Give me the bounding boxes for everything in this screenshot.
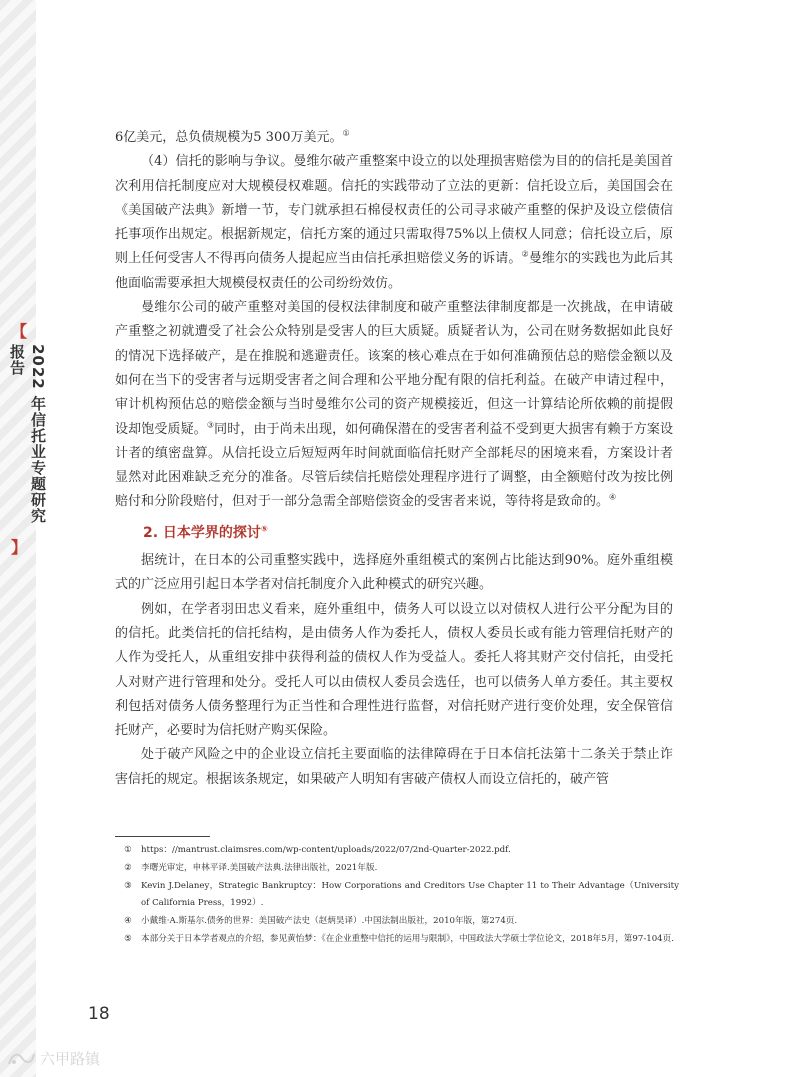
footnote-text: 本部分关于日本学者观点的介绍，参见黄怡梦：《在企业重整中信托的运用与限制》，中国政法大学硕士学位论文，2018年5月，第97-104页. xyxy=(141,934,674,944)
footnotes xyxy=(115,842,679,949)
main-text xyxy=(115,126,673,792)
side-tab-open-bracket: 【 xyxy=(10,322,27,341)
footnote-ref[interactable]: ③ xyxy=(206,420,215,430)
footnote-divider xyxy=(115,836,210,837)
footnote-ref[interactable]: ⑤ xyxy=(260,524,268,534)
footnote-marker: ① xyxy=(124,845,132,855)
side-tab-title: 2022 年信托业专题研究报告 xyxy=(8,344,47,524)
side-tab-close-bracket: 】 xyxy=(10,538,27,557)
footnote-text: https：//mantrust.claimsres.com/wp-content/uploads/2022/07/2nd-Quarter-2022.pdf. xyxy=(141,845,511,855)
footnote-item xyxy=(115,860,679,877)
footnote-item xyxy=(115,842,679,859)
footnote-ref[interactable]: ② xyxy=(521,250,529,260)
side-chapter-tab xyxy=(7,322,47,557)
paragraph: 6亿美元，总负债规模为5 300万美元。① xyxy=(115,128,350,145)
watermark-logo-icon xyxy=(6,1050,36,1068)
footnote-marker: ④ xyxy=(124,916,132,926)
footnote-marker: ② xyxy=(124,863,132,873)
page-number: 18 xyxy=(88,1004,110,1024)
footnote-text: 李曙光审定，申林平译.美国破产法典.法律出版社，2021年版. xyxy=(141,863,378,873)
footnote-item xyxy=(115,931,679,948)
watermark-text: 六甲路镇 xyxy=(40,1050,101,1068)
section-heading: 2. 日本学界的探讨⑤ xyxy=(143,524,268,541)
paragraph: 例如，在学者羽田忠义看来，庭外重组中，债务人可以设立以对债权人进行公平分配为目的的信托。此类信托的信托结构，是由债务人作为委托人，债权人委员长或有能力管理信托财产的人作为受托人，从重组安排中获得利益的债权人作为受益人。委托人将其财产交付信托，由受托人对财产进行管理和处分。受托人可以由债权人委员会选任，也可以债务人单方委任。其主要权利包括对债务人债务整理行为正当性和合理性进行监督，对信托财产进行变价处理，安全保管信托财产，必要时为信托财产购买保险。 xyxy=(115,601,673,739)
paragraph: （4）信托的影响与争议。曼维尔破产重整案中设立的以处理损害赔偿为目的的信托是美国首次利用信托制度应对大规模侵权难题。信托的实践带动了立法的更新：信托设立后，美国国会在《美国破产法典》新增一节，专门就承担石棉侵权责任的公司寻求破产重整的保护及设立偿债信托事项作出规定。根据新规定，信托方案的通过只需取得75%以上债权人同意；信托设立后，原则上任何受害人不得再向债务人提起应当由信托承担赔偿义务的诉请。②曼维尔的实践也为此后其他面临需要承担大规模侵权责任的公司纷纷效仿。 xyxy=(115,154,673,291)
footnote-ref[interactable]: ④ xyxy=(609,493,617,503)
footnote-marker: ⑤ xyxy=(124,934,132,944)
paragraph: 据统计，在日本的公司重整实践中，选择庭外重组模式的案例占比能达到90%。庭外重组模式的广泛应用引起日本学者对信托制度介入此种模式的研究兴趣。 xyxy=(115,553,673,593)
footnote-item xyxy=(115,913,679,930)
footnote-ref[interactable]: ① xyxy=(342,128,350,138)
watermark xyxy=(6,1048,100,1069)
footnote-marker: ③ xyxy=(124,881,132,891)
footnote-item xyxy=(115,878,679,912)
paragraph: 曼维尔公司的破产重整对美国的侵权法律制度和破产重整法律制度都是一次挑战，在申请破产重整之初就遭受了社会公众特别是受害人的巨大质疑。质疑者认为，公司在财务数据如此良好的情况下选择破产，是在推脱和逃避责任。该案的核心难点在于如何准确预估总的赔偿金额以及如何在当下的受害者与远期受害者之间合理和公平地分配有限的信托利益。在破产申请过程中，审计机构预估总的赔偿金额与当时曼维尔公司的资产规模接近，但这一计算结论所依赖的前提假设却饱受质疑。③同时，由于尚未出现，如何确保潜在的受害者利益不受到更大损害有赖于方案设计者的缜密盘算。从信托设立后短短两年时间就面临信托财产全部耗尽的困境来看，方案设计者显然对此困难缺乏充分的准备。尽管后续信托赔偿处理程序进行了调整，由全额赔付改为按比例赔付和分阶段赔付，但对于一部分急需全部赔偿资金的受害者来说，等待将是致命的。④ xyxy=(115,300,673,510)
paragraph: 处于破产风险之中的企业设立信托主要面临的法律障碍在于日本信托法第十二条关于禁止诈害信托的规定。根据该条规定，如果破产人明知有害破产债权人而设立信托的，破产管 xyxy=(115,747,673,787)
footnote-text: 小戴维·A.斯基尔.债务的世界：美国破产法史（赵炳昊译）.中国法制出版社，2010年版，第274页. xyxy=(141,916,518,926)
footnote-text: Kevin J.Delaney，Strategic Bankruptcy：How Corporations and Creditors Use Chapter 11 to Their Advantage（University of California Press，1992）. xyxy=(141,881,679,908)
